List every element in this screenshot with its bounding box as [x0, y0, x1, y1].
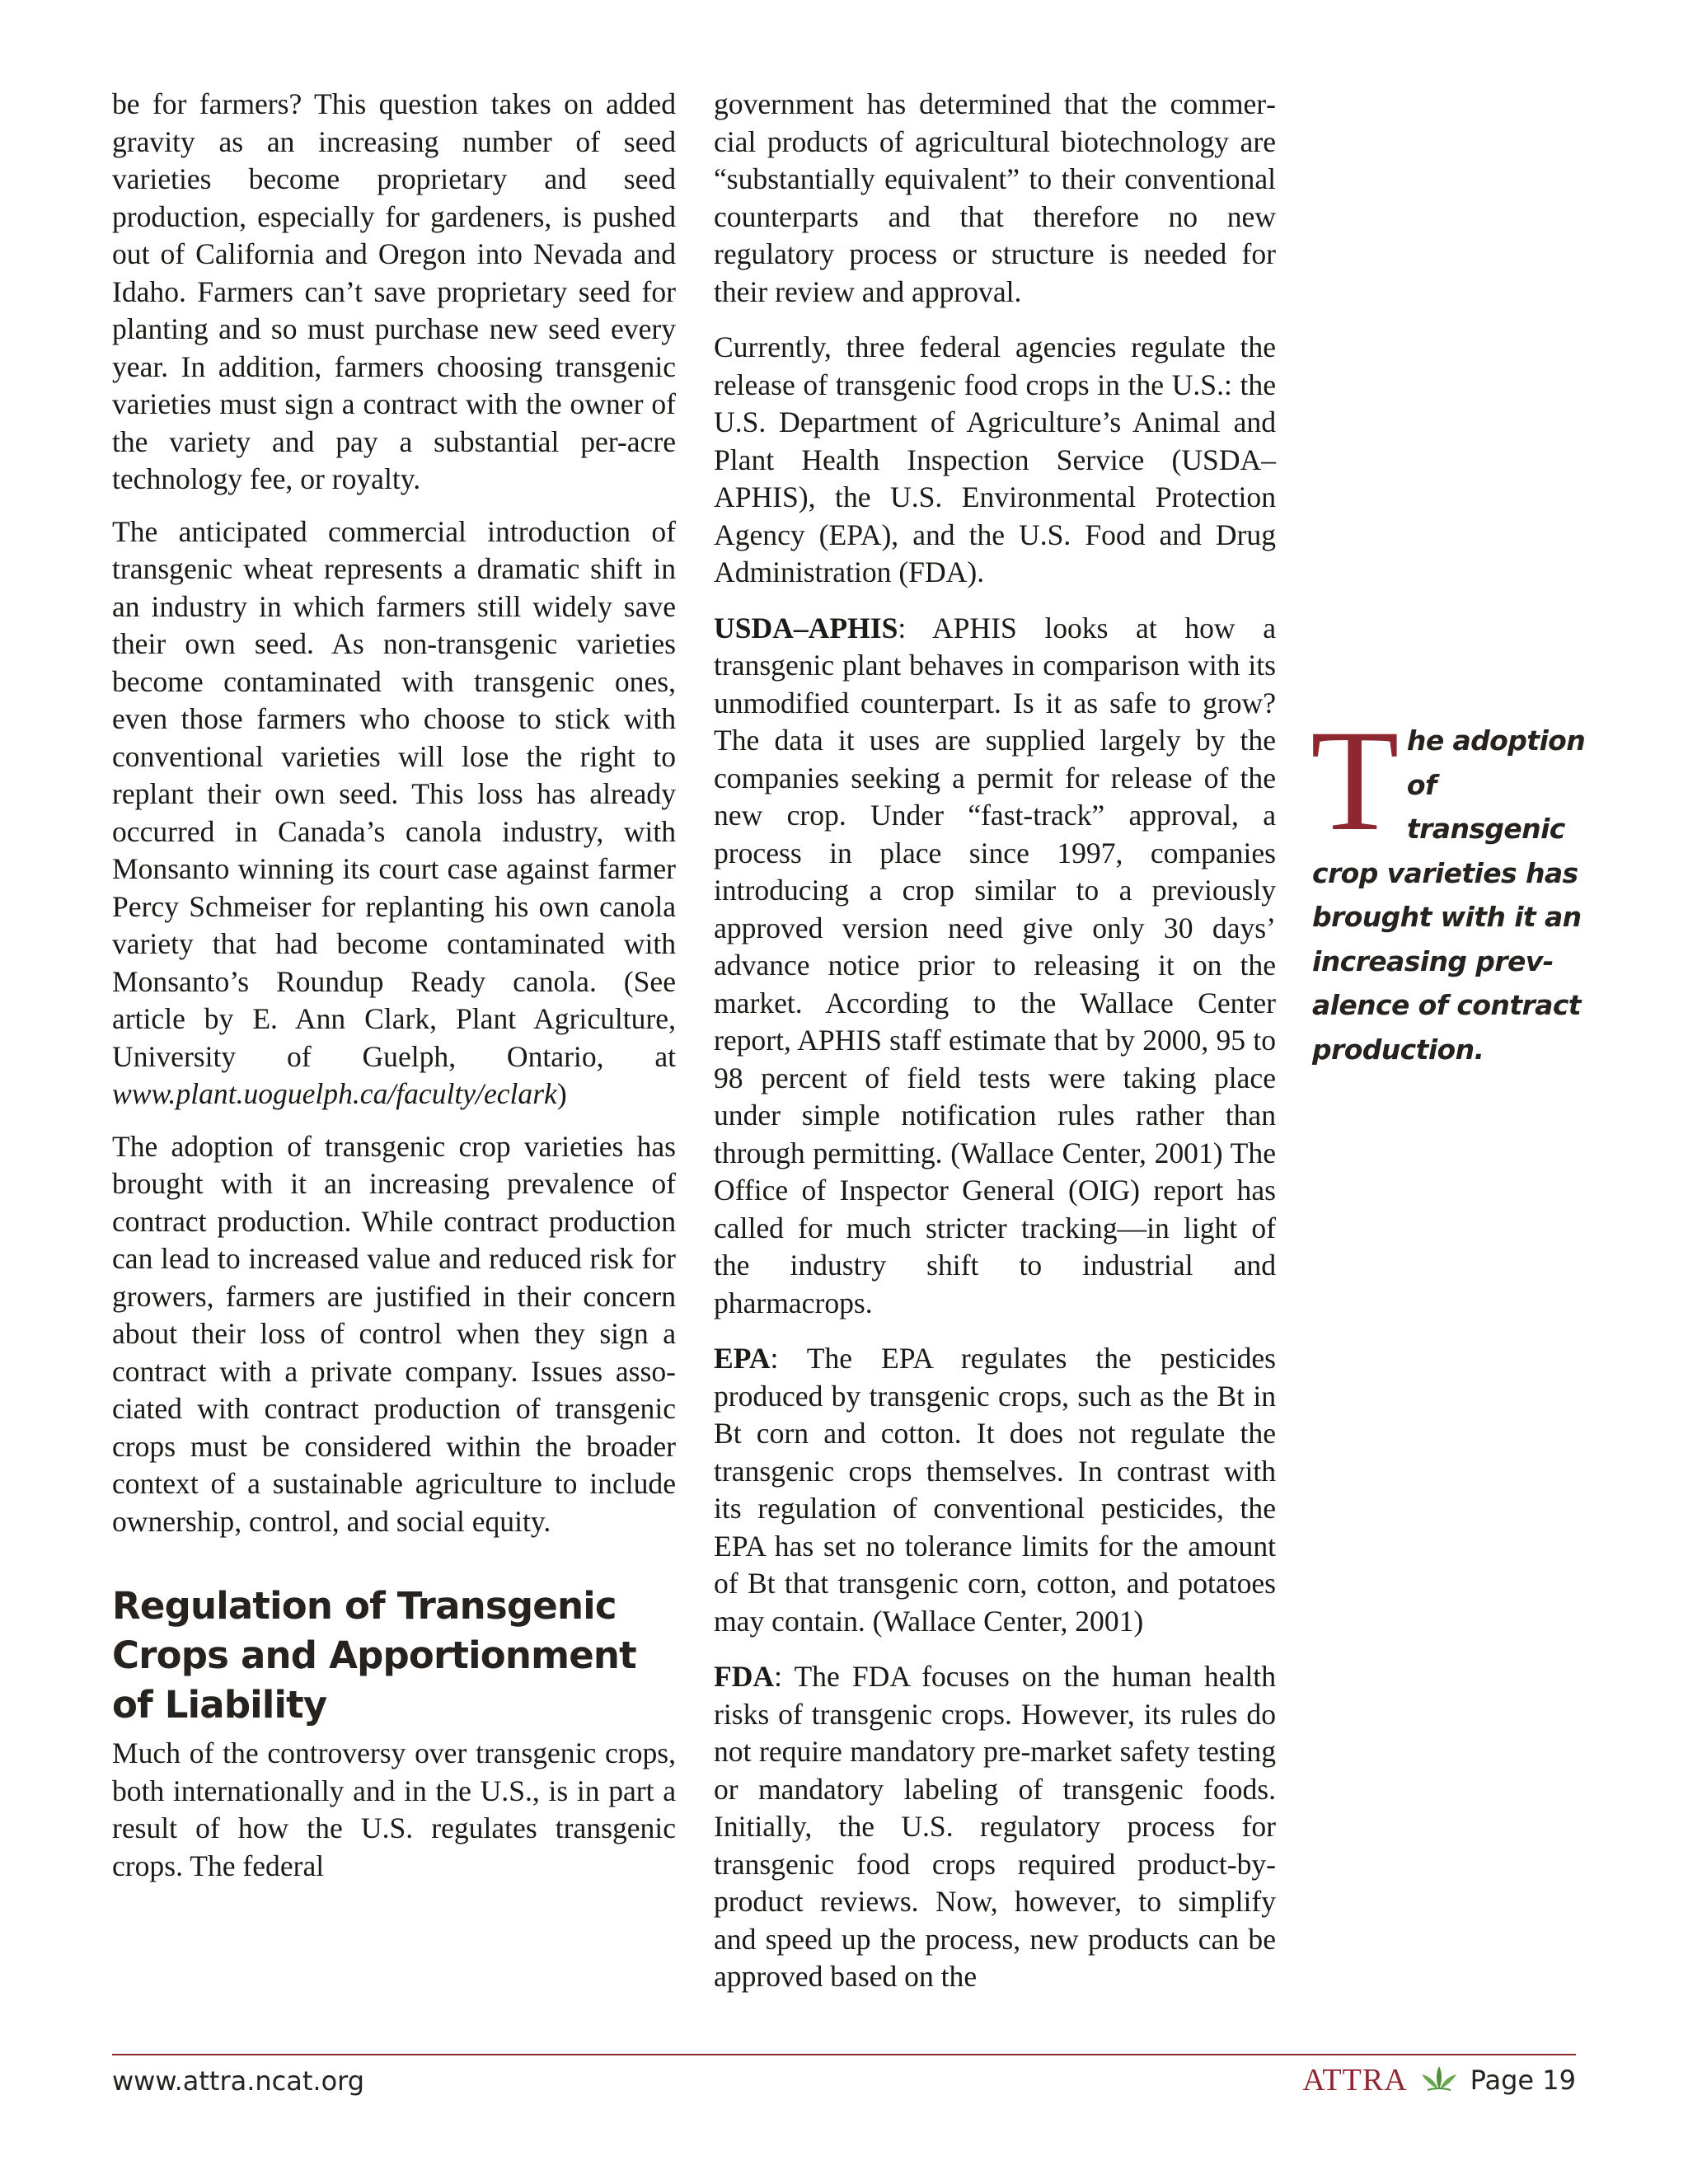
- agency-text-epa: : The EPA regulates the pesticides produced by transgenic crops, such as the Bt in Bt corn and cotton. It does not regulate the transgenic crops themselves. In contrast with its regulation of conventional pesticides, the EPA has set no tolerance limits for the amount of Bt that transgenic corn, cotton, and potatoes may contain. (Wallace Center, 2001): [714, 1342, 1276, 1638]
- paragraph-fda: [714, 1658, 1276, 1996]
- footer-divider: [112, 2054, 1576, 2055]
- paragraph-regulation-intro: Much of the controversy over transgenic crops, both internationally and in the U.S., is in part a result of how the U.S. regulates transgenic crops. The federal: [112, 1736, 676, 1882]
- agency-name-fda: FDA: [714, 1660, 775, 1693]
- agency-text-usda-aphis: : APHIS looks at how a transgenic plant behaves in comparison with its unmodified counterpart. Is it as safe to grow? The data it uses are supplied largely by the companies seeking a permit for release of the new crop. Under “fast-track” approval, a process in place since 1997, companies introducing a crop similar to a previously approved version need give only 30 days’ advance notice prior to releasing it on the market. According to the Wallace Center report, APHIS staff estimate that by 2000, 95 to 98 percent of field tests were taking place under simple notification rules rather than through permitting. (Wallace Center, 2001) The Office of Inspector General (OIG) report has called for much stricter tracking—in light of the industry shift to industrial and pharmacrops.: [714, 611, 1276, 1319]
- paragraph-transgenic-wheat-text: The anticipated commercial introduction of transgenic wheat represents a dramatic shift in an industry in which farmers still widely save their own seed. As non-transgenic varieties become contaminated with transgenic ones, even those farmers who choose to stick with conventional varieties will lose the right to replant their own seed. This loss has already occurred in Canada’s canola industry, with Monsanto winning its court case against farmer Percy Schmeiser for replanting his own canola variety that had become contaminated with Monsanto’s Roundup Ready canola. (See article by E. Ann Clark, Plant Agriculture, University of Guelph, Ontario, at: [112, 514, 676, 1073]
- agency-text-fda: : The FDA focuses on the human health risks of transgenic crops. However, its rules do not require mandatory pre-market safety testing or mandatory labeling of transgenic foods. Initially, the U.S. regulatory process for transgenic food crops required product-by-product reviews. Now, however, to simplify and speed up the process, new products can be approved based on the: [714, 1660, 1276, 1993]
- section-heading: Regulation of Transgenic Crops and Apportionment of Liability: [112, 1584, 636, 1727]
- middle-column: [714, 86, 1276, 2014]
- pull-quote-drop-cap: T: [1311, 701, 1399, 861]
- paragraph-usda-aphis: [714, 610, 1276, 1323]
- paragraph-epa: [714, 1340, 1276, 1640]
- agency-name-usda-aphis: USDA–APHIS: [714, 611, 898, 644]
- article-link[interactable]: www.plant.uoguelph.ca/faculty/eclark: [112, 1077, 557, 1110]
- page-number: Page 19: [1470, 2064, 1576, 2096]
- paragraph-federal-agencies: Currently, three federal agencies regulate the release of transgenic food crops in the U.S.: the U.S. Department of Agriculture’s Animal and Plant Health Inspection Service (USDA–APHIS), the U.S. Environmental Protection Agency (EPA), and the U.S. Food and Drug Administration (FDA).: [714, 330, 1276, 588]
- paragraph-seed-ownership: be for farmers? This question takes on added gravity as an increasing number of seed varieties become proprietary and seed production, especially for gardeners, is pushed out of California and Oregon into Nevada and Idaho. Farmers can’t save proprietary seed for planting and so must purchase new seed every year. In addition, farmers choosing transgenic varieties must sign a contract with the owner of the variety and pay a substantial per-acre technology fee, or royalty.: [112, 87, 676, 495]
- paragraph-transgenic-wheat: [112, 513, 676, 1113]
- footer-branding: [1302, 2062, 1576, 2098]
- attra-logo-text: ATTRA: [1302, 2063, 1408, 2097]
- agency-name-epa: EPA: [714, 1342, 771, 1375]
- paragraph-contract-production: The adoption of transgenic crop varieties has brought with it an increasing prevalence of contract production. While contract production can lead to increased value and reduced risk for growers, farmers are justified in their concern about their loss of control when they sign a contract with a private company. Issues associated with contract production of transgenic crops must be considered within the broader context of a sustainable agriculture to include ownership, control, and social equity.: [112, 1129, 676, 1538]
- footer-url[interactable]: www.attra.ncat.org: [112, 2065, 365, 2097]
- paragraph-close-paren: ): [556, 1077, 567, 1110]
- left-column: [112, 86, 676, 1900]
- paragraph-substantial-equivalence: government has determined that the commercial products of agricultural biotechnology are “substantially equivalent” to their conventional counterparts and that therefore no new regulatory process or structure is needed for their review and approval.: [714, 87, 1276, 308]
- leaf-icon: [1419, 2064, 1459, 2097]
- pull-quote: [1311, 701, 1592, 1071]
- pull-quote-text: he adoption of transgenic crop varieties has brought with it an increasing prevalence of contract production.: [1312, 724, 1586, 1066]
